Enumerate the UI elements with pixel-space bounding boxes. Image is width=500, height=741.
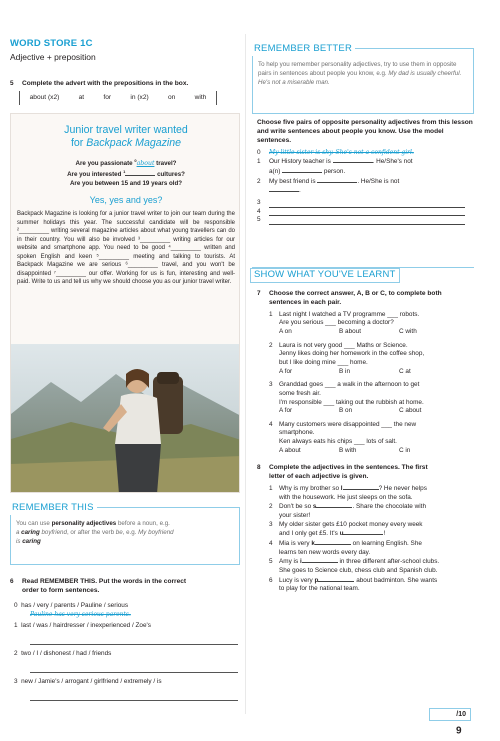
ex6-answer-line-1[interactable] [30,644,238,645]
advert-title [11,124,240,150]
ex6-item-0: 0 has / very / parents / Pauline / serious [14,602,129,609]
option-b[interactable]: B in [339,367,351,375]
ex7-options [269,407,475,416]
answer-gap[interactable] [318,576,354,582]
advert-body: Backpack Magazine is looking for a junior travel writer to join our team during the summer holidays this year. The successful candidate will be responsible ²_________ writing several magazine articles about what young travellers can do in their country. You will also be involved ³_________ writing articles for our website and smartphone app. You need to be good ⁴_________ written and spoken English and keen ⁵_________ meeting and talking to tourists. At Backpack Magazine we are serious ⁶_________ travel, and you won't be disappointed ⁷_________ our offer. Working for us is fun, interesting and well-paid. Write to us and tell us why we should choose you as our junior travel writer. [17,211,235,286]
show-learnt-heading: SHOW WHAT YOU'VE LEARNT [250,268,400,283]
ex7-item-3: 3 Granddad goes ___ a walk in the afternoon to get some fresh air. I'm responsible ___ taking out the rubbish at home. A for B on C about [257,381,475,416]
rb-item-1: 1 Our History teacher is . He/She's not [257,158,413,166]
remember-better-heading: REMEMBER BETTER [252,43,355,56]
word-box [19,91,217,105]
remember-this-heading: REMEMBER THIS [10,502,97,515]
word-store-title: WORD STORE 1C [10,38,93,49]
ex7-item-4: 4 Many customers were disappointed ___ the new smartphone. Ken always eats his chips ___ lots of salt. A about B with C in [257,421,475,456]
word-box-item: about (x2) [29,93,60,101]
ex8-item-5: 5 Amy is i in three different after-school clubs. She goes to Science club, chess club and Spanish club. [269,558,440,574]
exercise-number: 5 [10,80,14,87]
rb-item-3: 3 [257,199,475,208]
remember-this-line: is caring [16,537,41,545]
option-a[interactable]: A on [279,328,292,336]
ex7-options [269,368,475,377]
answer-gap[interactable] [282,167,322,173]
advert-title-line1: Junior travel writer wanted [64,124,188,136]
magazine-name: Backpack Magazine [86,136,182,149]
answer-line[interactable] [269,202,465,208]
answer-gap[interactable] [315,539,351,545]
advert-title-line2 [11,137,240,150]
option-a[interactable]: A for [279,367,293,375]
option-c[interactable]: C about [399,407,422,415]
rb-item-2-cont: . [257,186,475,196]
page-number: 9 [456,725,462,737]
ex8-item-3: 3 My older sister gets £10 pocket money every week and I only get £5. It's u ! [269,520,423,538]
exercise-7-instruction-cont: sentences in each pair. [269,298,342,306]
advert-tagline: Yes, yes and yes? [89,195,163,205]
question-text: cultures? [155,171,185,179]
rb-item-0: 0 My little sister is shy. She's not a confident girl. [257,148,414,156]
gap-number: 0 [134,158,137,163]
remember-this-body [16,520,234,547]
exercise-6 [10,578,240,685]
option-b[interactable]: B on [339,407,353,415]
advert-question-1 [11,158,240,168]
answer-gap[interactable] [125,170,155,176]
rb-exercise-instruction: Choose five pairs of opposite personality adjectives from this lesson and write sentences about people you know. Use the model sentences. [257,119,473,144]
option-b[interactable]: B with [339,446,357,454]
ex6-item-3: 3 new / Jamie's / arrogant / girlfriend / extremely / is [14,678,162,685]
score-box: /10 [429,708,471,721]
question-text: Are you interested [67,171,124,179]
ex7-item-2: 2 Laura is not very good ___ Maths or Science. Jenny likes doing her homework in the coffee shop, but I like doing mine ___ home. A for B in C at [257,342,475,377]
remember-this-line: a caring boyfriend, or after the verb be, e.g. My boyfriend [16,528,174,536]
exercise-8-instruction: 8 Complete the adjectives in the sentences. The first [257,464,428,472]
option-c[interactable]: C with [399,328,417,336]
ex8-item-6: 6 Lucy is very p about badminton. She wants to play for the national team. [269,576,438,593]
answer-line[interactable] [269,210,465,216]
exercise-6-instruction: 6 Read REMEMBER THIS. Put the words in the correct [10,578,187,585]
exercise-5-instruction [10,80,240,89]
word-store-subtitle: Adjective + preposition [10,52,96,62]
answer-gap[interactable] [302,557,338,563]
remember-better-box [252,43,474,114]
rb-item-5: 5 [257,216,475,225]
example-answer: about [136,160,155,168]
remember-this-line: You can use personality adjectives before a noun, e.g. [16,520,170,527]
ex6-item-1: 1 last / was / hairdresser / inexperienced / Zoe's [14,622,151,629]
ex6-example-answer: Pauline has very serious parents. [30,611,131,618]
exercise-7 [257,290,475,594]
ex8-item-4: 4 Mia is very k on learning English. She learns ten new words every day. [269,540,422,556]
exercise-6-instruction-cont: order to form sentences. [22,586,100,594]
answer-gap[interactable] [317,177,357,183]
word-box-item: at [78,93,85,101]
option-a[interactable]: A about [279,446,301,454]
advert-question-2 [11,169,240,179]
answer-gap[interactable] [343,484,379,490]
answer-gap[interactable] [333,157,373,163]
rb-item-2: 2 My best friend is . He/She is not [257,177,400,185]
exercise-number: 6 [10,578,14,585]
option-a[interactable]: A for [279,407,293,415]
ex6-answer-line-2[interactable] [30,672,238,673]
exercise-instruction: Complete the advert with the prepositions in the box. [22,80,189,87]
word-box-item: on [168,93,176,101]
exercise-8-instruction-cont: letter of each adjective is given. [269,473,369,481]
exercise-7-instruction: 7 Choose the correct answer, A, B or C, to complete both [257,290,442,297]
rb-item-4: 4 [257,208,475,217]
word-box-item: for [103,93,112,101]
ex7-options [269,447,475,456]
ex7-options [269,328,475,337]
advert-box [10,113,240,493]
question-text: Are you passionate [75,160,135,168]
gap-number: 1 [123,169,126,174]
remember-this-box [10,502,240,565]
answer-gap[interactable] [343,529,383,535]
hiker-photo [11,344,240,493]
advert-question-3: Are you between 15 and 19 years old? [69,180,183,187]
word-box-item: with [194,93,207,101]
ex6-answer-line-3[interactable] [30,700,238,701]
question-text: travel? [154,160,177,168]
option-c[interactable]: C at [399,367,411,375]
option-c[interactable]: C in [399,446,411,454]
remember-better-body: To help you remember personality adjectives, try to use them in opposite pairs in sentences about people you know, e.g. My dad is usually cheerful. He's not a miserable man. [258,61,462,86]
advert-title-prefix: for [70,136,87,149]
answer-line[interactable] [269,219,465,225]
ex6-item-2: 2 two / I / dishonest / had / friends [14,650,112,657]
ex8-item-1: 1 Why is my brother so l ? He never helps with the housework. He just sleeps on the sofa. [269,485,427,501]
answer-gap[interactable] [269,186,299,192]
column-divider [245,34,246,714]
option-b[interactable]: B about [339,328,362,336]
answer-gap[interactable] [316,502,352,508]
ex7-item-1: 1 Last night I watched a TV programme ___ robots. Are you serious ___ becoming a doctor? A on B about C with [257,311,475,337]
ex8-item-2: 2 Don't be so s . Share the chocolate with your sister! [269,503,427,520]
rb-item-1-cont: a(n) person. [269,167,346,175]
word-box-item: in (x2) [130,93,149,101]
remember-better-exercise [257,119,475,225]
